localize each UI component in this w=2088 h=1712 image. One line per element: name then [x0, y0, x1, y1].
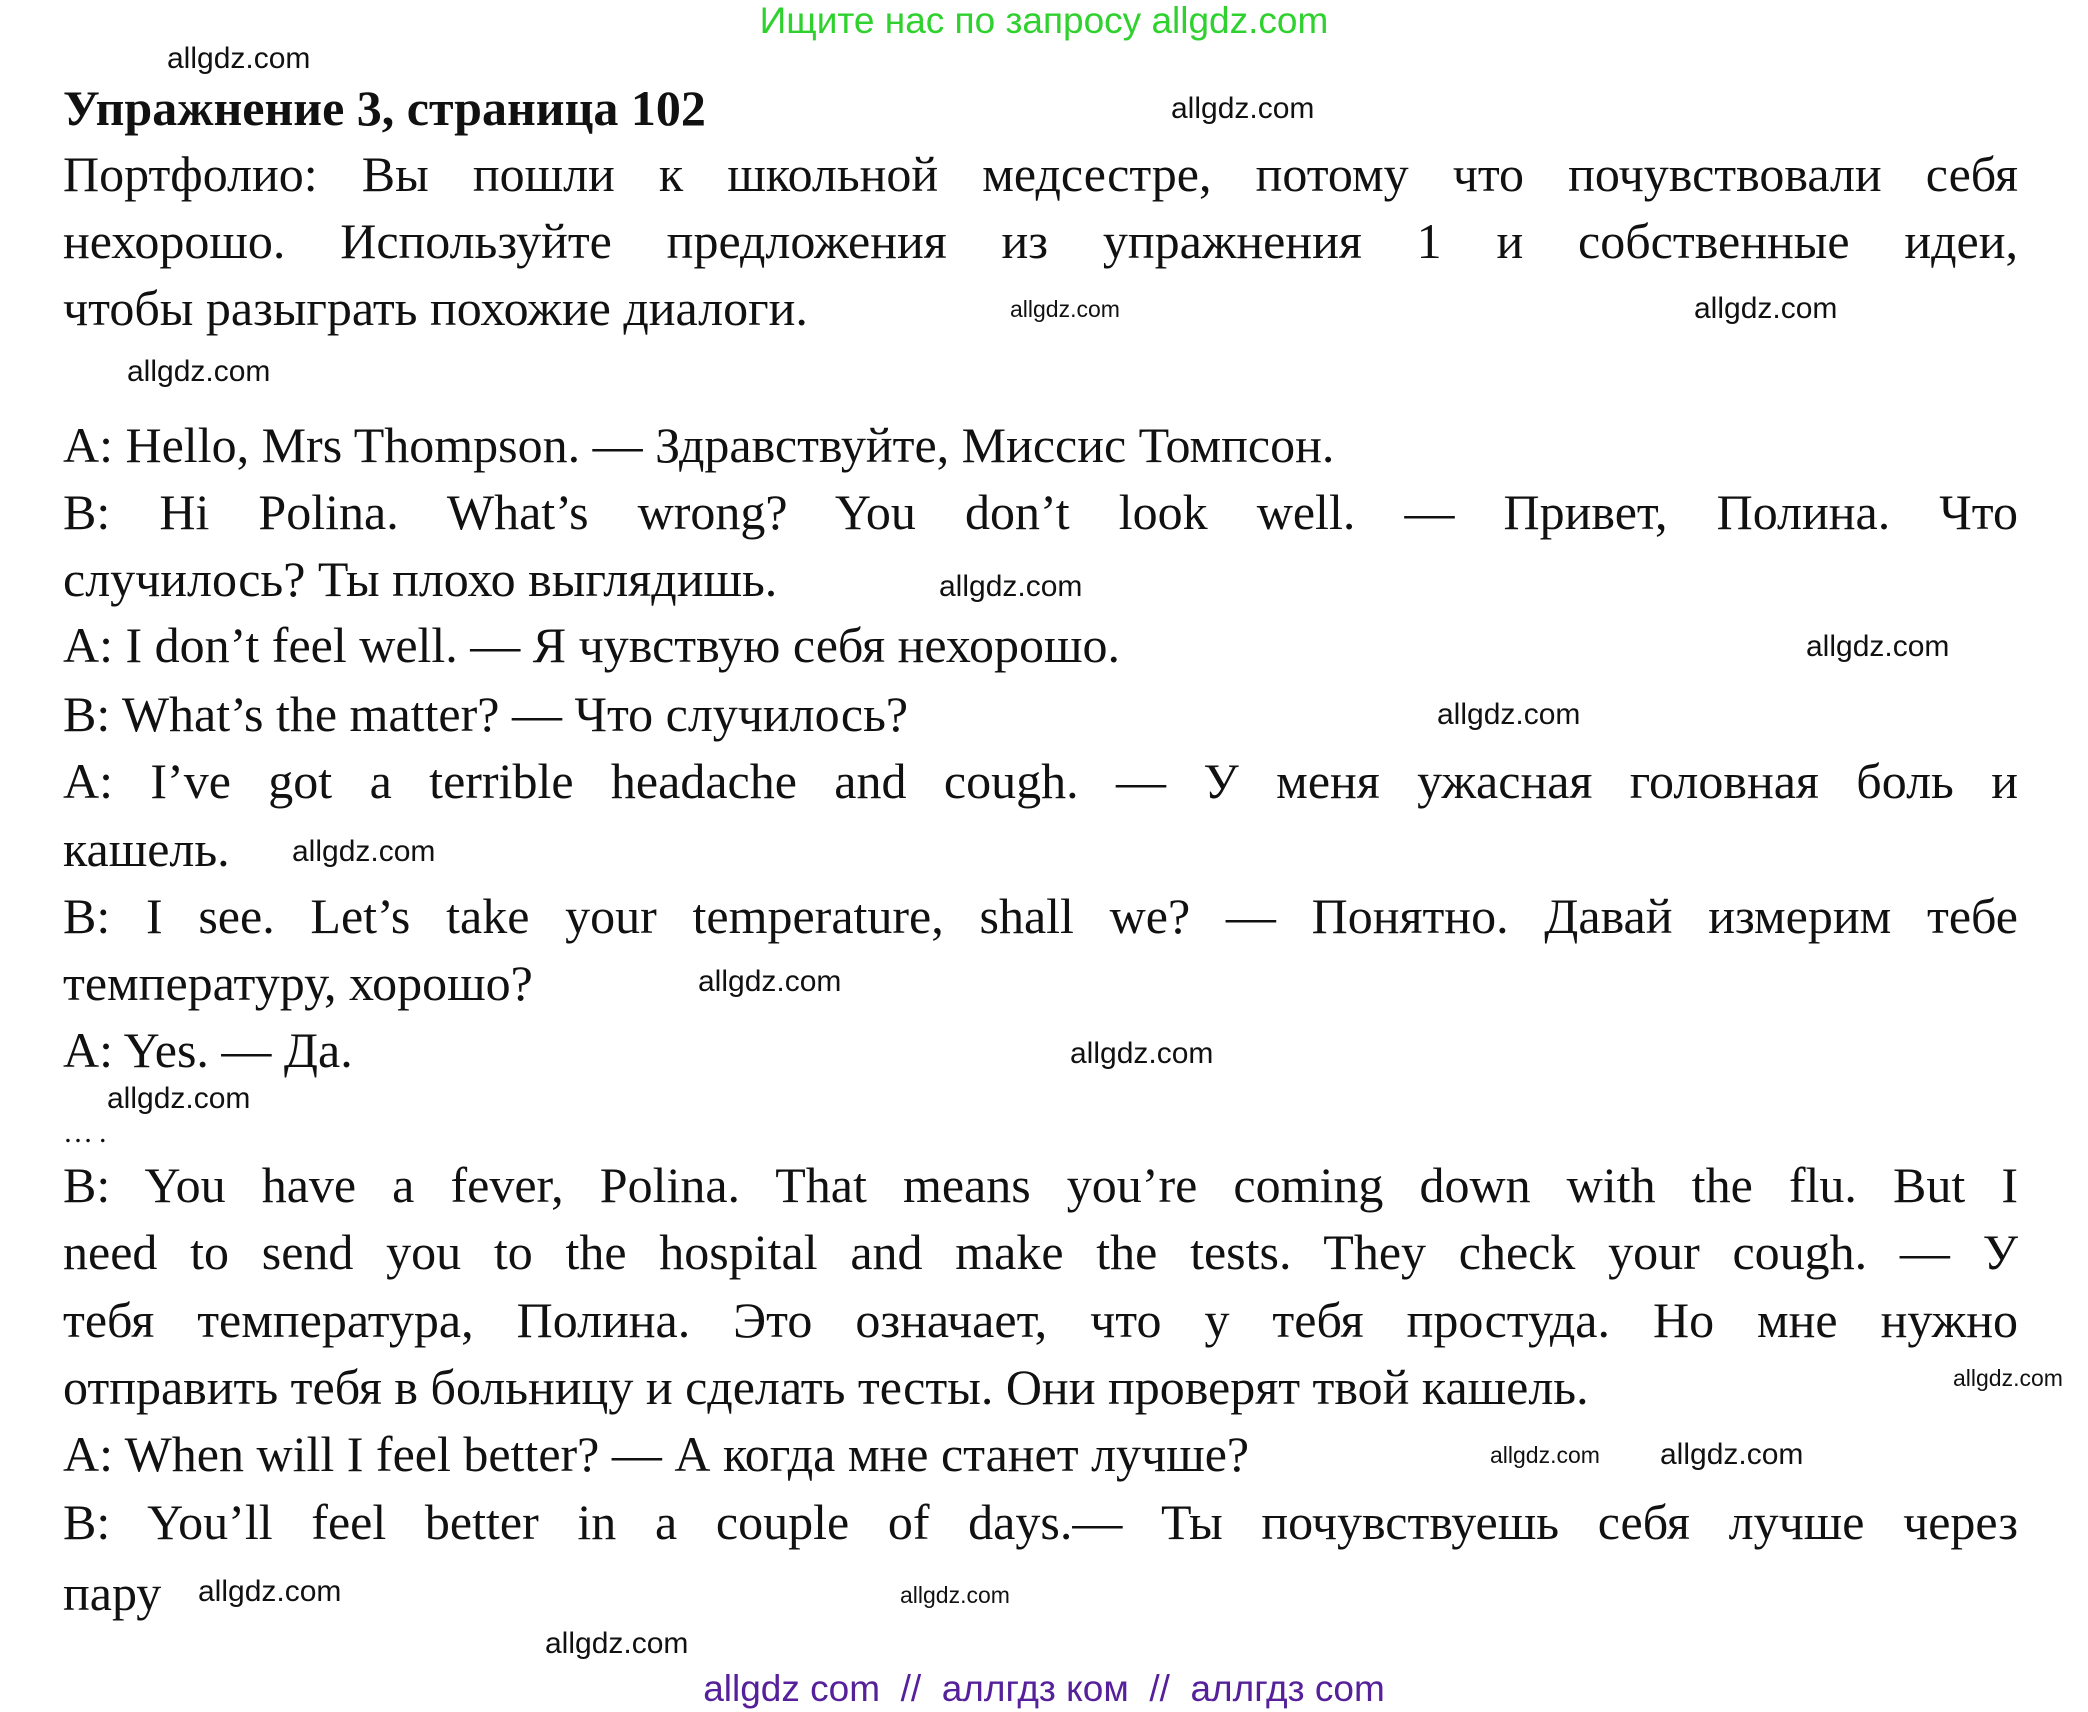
dialogue-line: B: You have a fever, Polina. That means you’re coming down with the flu. But I	[63, 1157, 2018, 1213]
watermark: allgdz.com	[107, 1082, 251, 1115]
watermark: allgdz.com	[1694, 292, 1838, 325]
watermark: allgdz.com	[939, 570, 1083, 603]
dialogue-line: кашель.	[63, 821, 230, 877]
dialogue-line: B: I see. Let’s take your temperature, shall we? — Понятно. Давай измерим тебе	[63, 888, 2018, 944]
watermark: allgdz.com	[127, 355, 271, 388]
dialogue-line: A: Hello, Mrs Thompson. — Здравствуйте, Миссис Томпсон.	[63, 417, 1335, 473]
watermark: allgdz.com	[1437, 698, 1581, 731]
watermark: allgdz.com	[698, 965, 842, 998]
dialogue-line: A: I’ve got a terrible headache and cough. — У меня ужасная головная боль и	[63, 753, 2018, 809]
watermark: allgdz.com	[292, 835, 436, 868]
ellipsis: ….	[63, 1116, 113, 1149]
watermark: allgdz.com	[900, 1582, 1010, 1608]
dialogue-line: need to send you to the hospital and make the tests. They check your cough. — У	[63, 1224, 2018, 1280]
dialogue-line: A: Yes. — Да.	[63, 1022, 353, 1078]
page-title: Упражнение 3, страница 102	[63, 80, 706, 136]
watermark: allgdz.com	[1010, 296, 1120, 322]
search-banner: Ищите нас по запросу allgdz.com	[759, 0, 1329, 41]
watermark: allgdz.com	[1490, 1442, 1600, 1468]
watermark: allgdz.com	[1171, 92, 1315, 125]
watermark: allgdz.com	[1070, 1037, 1214, 1070]
dialogue-line: тебя температура, Полина. Это означает, что у тебя простуда. Но мне нужно	[63, 1292, 2018, 1348]
footer-links: allgdz com // аллгдз ком // аллгдз com	[703, 1668, 1385, 1709]
watermark: allgdz.com	[545, 1627, 689, 1660]
instruction-line: Портфолио: Вы пошли к школьной медсестре, потому что почувствовали себя	[63, 146, 2018, 202]
watermark: allgdz.com	[1953, 1365, 2063, 1391]
watermark: allgdz.com	[198, 1575, 342, 1608]
dialogue-line: B: What’s the matter? — Что случилось?	[63, 686, 909, 742]
dialogue-line: B: Hi Polina. What’s wrong? You don’t look well. — Привет, Полина. Что	[63, 484, 2018, 540]
dialogue-line: пару	[63, 1565, 162, 1621]
watermark: allgdz.com	[1806, 630, 1950, 663]
dialogue-line: температуру, хорошо?	[63, 955, 533, 1011]
dialogue-line: отправить тебя в больницу и сделать тесты. Они проверят твой кашель.	[63, 1359, 1589, 1415]
dialogue-line: A: When will I feel better? — А когда мне станет лучше?	[63, 1426, 1250, 1482]
watermark: allgdz.com	[167, 42, 311, 75]
dialogue-line: A: I don’t feel well. — Я чувствую себя нехорошо.	[63, 617, 1120, 673]
watermark: allgdz.com	[1660, 1438, 1804, 1471]
dialogue-line: B: You’ll feel better in a couple of days.— Ты почувствуешь себя лучше через	[63, 1494, 2018, 1550]
instruction-line: нехорошо. Используйте предложения из упражнения 1 и собственные идеи,	[63, 213, 2018, 269]
instruction-line: чтобы разыграть похожие диалоги.	[63, 280, 808, 336]
dialogue-line: случилось? Ты плохо выглядишь.	[63, 551, 778, 607]
